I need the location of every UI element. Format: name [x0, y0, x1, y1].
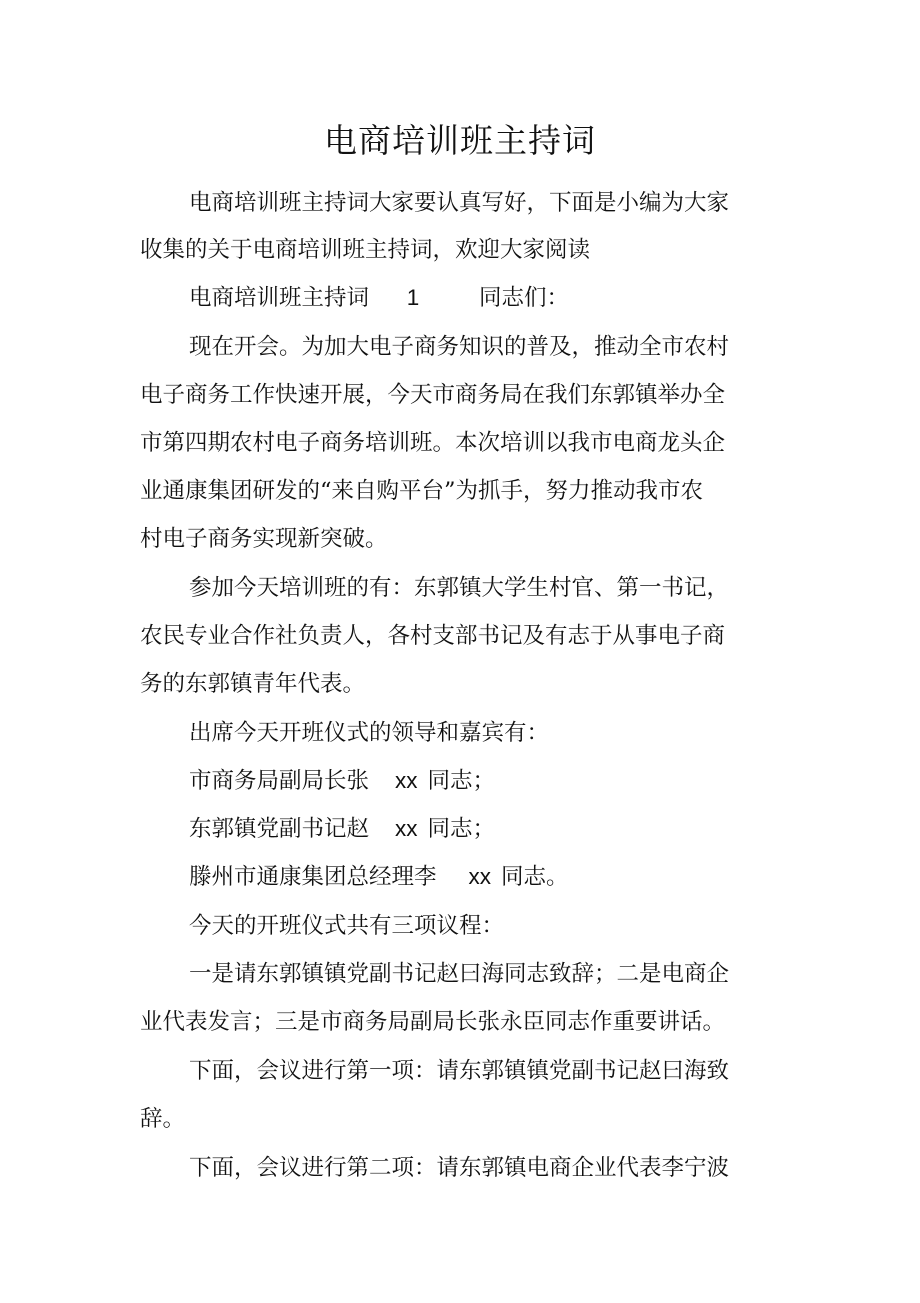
section-heading-text: 电商培训班主持词 — [189, 285, 370, 311]
paragraph-line: 参加今天培训班的有：东郭镇大学生村官、第一书记， — [189, 575, 730, 601]
paragraph-line: 电子商务工作快速开展，今天市商务局在我们东郭镇举办全 — [140, 382, 726, 408]
paragraph-line: 下面，会议进行第二项：请东郭镇电商企业代表李宁波 — [189, 1155, 730, 1181]
guest-line — [189, 862, 569, 892]
section-heading-line — [189, 283, 569, 313]
paragraph-line: 出席今天开班仪式的领导和嘉宾有： — [189, 720, 550, 746]
paragraph-line: 今天的开班仪式共有三项议程： — [189, 913, 505, 939]
paragraph-line: 收集的关于电商培训班主持词，欢迎大家阅读 — [140, 237, 591, 263]
paragraph-line: 现在开会。为加大电子商务知识的普及，推动全市农村 — [189, 334, 730, 360]
guest-suffix: 同志。 — [501, 864, 569, 890]
greeting-text: 同志们： — [479, 285, 570, 311]
paragraph-line: 电商培训班主持词大家要认真写好，下面是小编为大家 — [189, 190, 730, 216]
guest-title: 市商务局副局长张 — [189, 768, 370, 794]
guest-title: 东郭镇党副书记赵 — [189, 816, 370, 842]
paragraph-line: 业代表发言；三是市商务局副局长张永臣同志作重要讲话。 — [140, 1009, 726, 1035]
guest-name-placeholder: xx — [395, 816, 418, 841]
section-number: 1 — [406, 285, 420, 310]
paragraph-line: 一是请东郭镇镇党副书记赵曰海同志致辞；二是电商企 — [189, 961, 730, 987]
guest-line — [189, 814, 495, 844]
paragraph-line: 辞。 — [140, 1106, 186, 1132]
guest-name-placeholder: xx — [468, 864, 492, 889]
paragraph-line: 业通康集团研发的“来自购平台”为抓手，努力推动我市农 — [140, 478, 704, 504]
guest-suffix: 同志； — [427, 768, 496, 794]
guest-title: 滕州市通康集团总经理李 — [189, 864, 437, 890]
paragraph-line: 下面，会议进行第一项：请东郭镇镇党副书记赵曰海致 — [189, 1058, 730, 1084]
guest-name-placeholder: xx — [395, 768, 418, 793]
paragraph-line: 务的东郭镇青年代表。 — [140, 671, 366, 697]
document-title: 电商培训班主持词 — [324, 121, 596, 160]
guest-suffix: 同志； — [427, 816, 496, 842]
paragraph-line: 村电子商务实现新突破。 — [140, 526, 388, 552]
guest-line — [189, 766, 495, 796]
paragraph-line: 市第四期农村电子商务培训班。本次培训以我市电商龙头企 — [140, 430, 726, 456]
paragraph-line: 农民专业合作社负责人，各村支部书记及有志于从事电子商 — [140, 623, 726, 649]
